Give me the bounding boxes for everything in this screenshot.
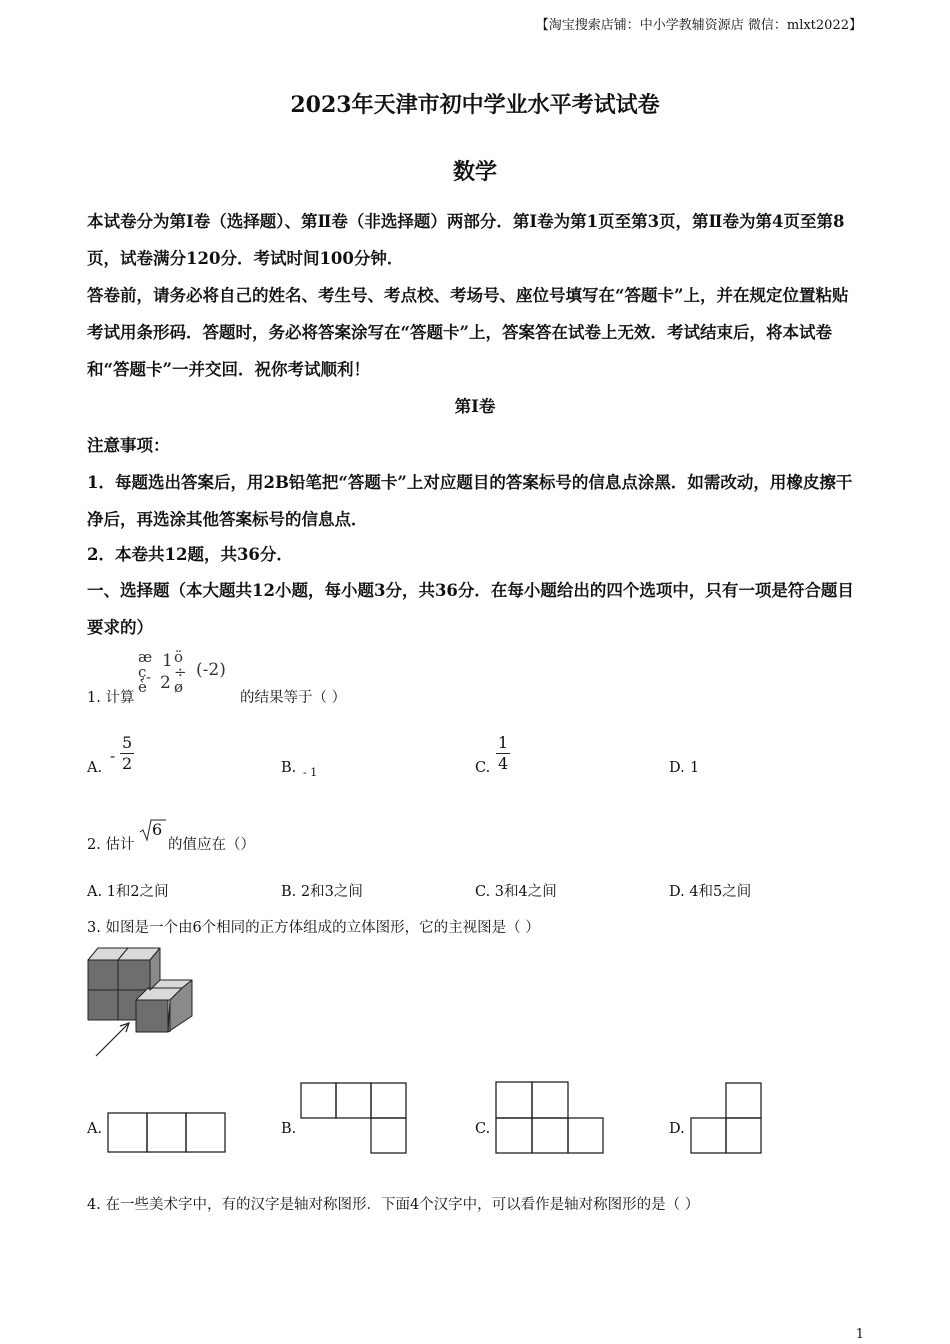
q3-option-c-label: C. [475, 1121, 491, 1137]
q1-expr-right-paren: ö ÷ ø [174, 648, 187, 696]
q3-option-b-figure [300, 1082, 408, 1154]
q1-option-a-label: A. [87, 760, 103, 776]
q1-expr-left-paren: æ ç è [138, 648, 153, 696]
q3-option-a-figure [107, 1112, 227, 1154]
q2-option-a: A. 1和2之间 [87, 884, 169, 900]
q2-suffix: 的值应在（） [168, 837, 255, 853]
header-note: 【淘宝搜索店铺：中小学教辅资源店 微信：mlxt2022】 [535, 18, 862, 33]
volume-title: 第Ⅰ卷 [454, 397, 496, 416]
notes-heading: 注意事项： [87, 436, 170, 455]
q1-suffix: 的结果等于（ ） [240, 690, 347, 706]
q3-text: 3. 如图是一个由6个相同的正方体组成的立体图形，它的主视图是（ ） [87, 920, 540, 936]
page-title: 2023年天津市初中学业水平考试试卷 [290, 92, 660, 118]
q2-prefix: 2. 估计 [87, 837, 135, 853]
q1-expr-den: 2 [160, 673, 171, 693]
intro-paragraph-2: 答卷前，请务必将自己的姓名、考生号、考点校、考场号、座位号填写在“答题卡”上，并在规定位置粘贴考试用条形码．答题时，务必将答案涂写在“答题卡”上，答案答在试卷上无效．考试结束后，将本试卷和“答题卡”一并交回．祝你考试顺利！ [87, 286, 849, 379]
q3-cube-figure [86, 944, 196, 1058]
q2-option-d: D. 4和5之间 [669, 884, 752, 900]
q3-option-d-label: D. [669, 1121, 685, 1137]
q1-option-d-value: 1 [690, 760, 700, 776]
q1-option-b-label: B. [281, 760, 297, 776]
q1-option-a-fraction: $\frac{5}{2}$ [122, 733, 133, 773]
section-heading: 一、选择题（本大题共12小题，每小题3分，共36分．在每小题给出的四个选项中，只有一项是符合题目要求的） [87, 581, 854, 637]
q1-option-b-value: - 1 [303, 766, 318, 779]
q2-radicand: 6 [152, 820, 163, 839]
q1-prefix: 1. 计算 [87, 690, 135, 706]
q1-expr-tail: (-2) [196, 660, 226, 680]
q2-option-b: B. 2和3之间 [281, 884, 363, 900]
q3-option-b-label: B. [281, 1121, 297, 1137]
q1-option-c-fraction: $\frac{1}{4}$ [498, 733, 509, 773]
intro-paragraph-1: 本试卷分为第Ⅰ卷（选择题）、第Ⅱ卷（非选择题）两部分．第Ⅰ卷为第1页至第3页，第Ⅱ卷为第4页至第8页，试卷满分120分．考试时间100分钟． [87, 212, 845, 268]
q1-option-a-sign: - [110, 747, 116, 765]
q4-text: 4. 在一些美术字中，有的汉字是轴对称图形．下面4个汉字中，可以看作是轴对称图形的是（ ） [87, 1197, 700, 1213]
subject-title: 数学 [452, 159, 497, 185]
q3-option-a-label: A. [87, 1121, 103, 1137]
note-1: 1．每题选出答案后，用2B铅笔把“答题卡”上对应题目的答案标号的信息点涂黑．如需改动，用橡皮擦干净后，再选涂其他答案标号的信息点． [87, 473, 853, 529]
q1-option-d-label: D. [669, 760, 685, 776]
q3-option-c-figure [495, 1081, 605, 1154]
q2-option-c: C. 3和4之间 [475, 884, 557, 900]
note-2: 2．本卷共12题，共36分． [87, 545, 293, 564]
q1-option-c-label: C. [475, 760, 491, 776]
q1-expr-minus: - [146, 668, 152, 686]
q1-expr-fraction: 1 [162, 650, 173, 671]
q3-option-d-figure [690, 1082, 764, 1154]
page-number: 1 [855, 1327, 864, 1342]
